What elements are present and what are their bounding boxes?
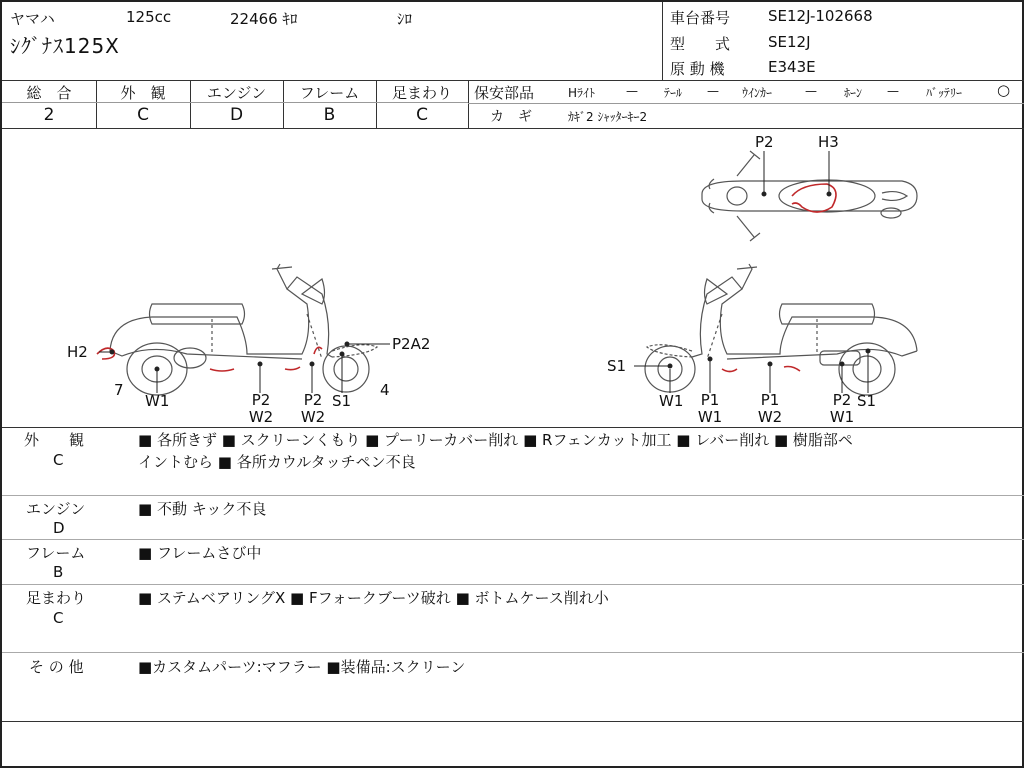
score-value-overall: 2: [43, 105, 55, 125]
left-damage-mark: [210, 369, 234, 371]
type-label: 型 式: [670, 35, 731, 53]
left-damage-mark: [285, 367, 300, 370]
right-view-scooter: [645, 264, 917, 395]
section-text-exterior-line1: ■ 各所きず ■ スクリーンくもり ■ プーリーカバー削れ ■ Rフェンカット加工 ■ レバー削れ ■ 樹脂部ペ: [138, 431, 853, 449]
maker: ヤマハ: [10, 10, 55, 28]
section-label-frame: フレーム: [26, 544, 86, 562]
section-label-exterior: 外 観: [24, 431, 85, 449]
section-divider: [2, 652, 1024, 653]
right-damage-mark: [722, 369, 737, 372]
model-name: ｼｸﾞﾅｽ125X: [10, 34, 120, 58]
label-w1-left: W1: [145, 392, 170, 410]
label-h3-top: H3: [818, 133, 839, 151]
mileage: 22466 ｷﾛ: [230, 10, 298, 28]
safety-label: 保安部品: [474, 84, 535, 102]
safety-mark-tail: —: [707, 84, 719, 98]
color: ｼﾛ: [397, 10, 413, 28]
safety-mark-horn: —: [887, 84, 899, 98]
section-divider: [2, 539, 1024, 540]
score-label-exterior: 外 観: [120, 84, 166, 102]
left-damage-mark: [314, 347, 322, 354]
score-value-exterior: C: [137, 105, 149, 125]
section-text-engine: ■ 不動 キック不良: [138, 500, 267, 518]
key-value: ｶｷﾞ2 ｼｬｯﾀｰｷｰ2: [568, 110, 648, 124]
section-grade-suspension: C: [53, 609, 64, 627]
damage-diagram: [2, 129, 1022, 427]
safety-mark-headlight: —: [626, 84, 638, 98]
section-text-frame: ■ フレームさび中: [138, 544, 262, 562]
section-label-other: そ の 他: [29, 658, 84, 676]
score-value-frame: B: [323, 105, 336, 125]
right-damage-mark: [784, 367, 800, 372]
label-p1w1-right: P1 W1: [697, 391, 723, 426]
engine-value: E343E: [768, 58, 816, 76]
label-p2-top: P2: [755, 133, 774, 151]
top-view-scooter: [702, 151, 917, 241]
safety-mark-battery: ○: [997, 81, 1011, 99]
type-value: SE12J: [768, 33, 811, 51]
displacement: 125cc: [126, 8, 172, 26]
chassis-value: SE12J-102668: [768, 7, 873, 25]
score-value-engine: D: [229, 105, 244, 125]
safety-item-tail: ﾃｰﾙ: [664, 86, 683, 100]
section-text-other: ■カスタムパーツ:マフラー ■装備品:スクリーン: [138, 658, 466, 676]
label-7: 7: [114, 381, 124, 399]
section-grade-exterior: C: [53, 451, 64, 469]
diagram-bottom-line: [2, 427, 1024, 428]
label-h2: H2: [67, 343, 88, 361]
section-label-engine: エンジン: [26, 500, 86, 518]
key-label: カ ギ: [490, 109, 532, 125]
safety-item-winker: ｳｲﾝｶｰ: [742, 86, 773, 100]
label-p2w2-left-a: P2 W2: [248, 391, 274, 426]
section-divider: [2, 584, 1024, 585]
section-divider: [2, 495, 1024, 496]
score-label-frame: フレーム: [299, 84, 360, 102]
score-label-engine: エンジン: [206, 84, 267, 102]
score-divider: [468, 80, 469, 128]
header-bottom-line: [2, 80, 1024, 81]
label-w1-right: W1: [659, 392, 684, 410]
left-view-scooter: [110, 264, 377, 395]
section-grade-frame: B: [53, 563, 64, 581]
score-label-overall: 総 合: [26, 84, 72, 102]
safety-item-horn: ﾎｰﾝ: [844, 86, 863, 100]
section-grade-engine: D: [53, 519, 65, 537]
label-p2w2-left-b: P2 W2: [300, 391, 326, 426]
section-divider-bottom: [2, 721, 1024, 722]
damage-marks: [97, 184, 836, 372]
safety-mid-line: [468, 103, 1024, 104]
label-s1-left: S1: [332, 392, 352, 410]
chassis-label: 車台番号: [670, 9, 731, 27]
safety-mark-winker: —: [805, 84, 817, 98]
section-text-suspension: ■ ステムベアリングX ■ Fフォークブーツ破れ ■ ボトムケース削れ小: [138, 589, 609, 607]
score-value-suspension: C: [416, 105, 428, 125]
label-s1-right-front: S1: [607, 357, 627, 375]
label-p2a2: P2A2: [392, 335, 431, 353]
engine-label: 原 動 機: [670, 60, 725, 78]
safety-item-headlight: Hﾗｲﾄ: [568, 86, 596, 100]
label-s1-right-rear: S1: [857, 392, 877, 410]
section-text-exterior-line2: イントむら ■ 各所カウルタッチペン不良: [138, 453, 416, 471]
score-label-suspension: 足まわり: [391, 84, 452, 102]
label-4: 4: [380, 381, 390, 399]
safety-item-battery: ﾊﾞｯﾃﾘｰ: [926, 86, 963, 100]
label-p2w1-right: P2 W1: [829, 391, 855, 426]
label-p1w2-right: P1 W2: [757, 391, 783, 426]
header-divider: [662, 2, 663, 80]
section-label-suspension: 足まわり: [26, 589, 87, 607]
